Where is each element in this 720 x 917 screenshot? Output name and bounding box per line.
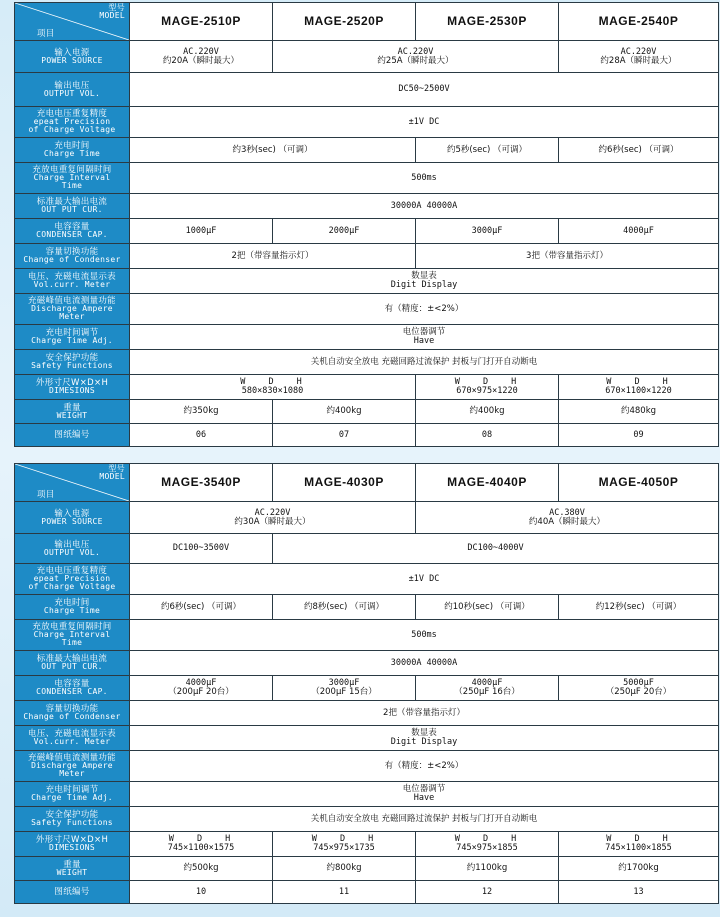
power-cell: AC.220V 约20A（瞬时最大） — [130, 41, 273, 73]
label-power-source: 输入电源 POWER SOURCE — [15, 502, 130, 534]
label-charge-adj: 充电时间调节 Charge Time Adj. — [15, 325, 130, 350]
change-condenser-cell: 2把（带容量指示灯） — [130, 701, 719, 726]
row-discharge-measure — [15, 294, 719, 325]
row-change-condenser — [15, 244, 719, 269]
output-vol-cell: DC50~2500V — [130, 73, 719, 107]
display-cell: 数显表 Digit Display — [130, 269, 719, 294]
row-weight — [15, 857, 719, 881]
label-repeat-precision: 充电电压重复精度 epeat Precision of Charge Voltage — [15, 107, 130, 138]
label-dimensions: 外形寸尺W×D×H DIMESIONS — [15, 375, 130, 400]
label-weight: 重量 WEIGHT — [15, 857, 130, 881]
label-charge-interval: 充放电重复间隔时间 Charge Interval Time — [15, 620, 130, 651]
model-name: MAGE-4050P — [559, 464, 719, 502]
dimensions-cell: W D H 745×975×1735 — [273, 832, 416, 857]
label-drawing: 图纸编号 — [15, 424, 130, 447]
repeat-precision-cell: ±1V DC — [130, 107, 719, 138]
label-charge-adj: 充电时间调节 Charge Time Adj. — [15, 782, 130, 807]
charge-time-cell: 约3秒(sec) （可调） — [130, 138, 416, 163]
label-max-output: 标准最大输出电流 OUT PUT CUR. — [15, 651, 130, 676]
row-drawing — [15, 424, 719, 447]
capacitance-cell: 2000μF — [273, 219, 416, 244]
row-discharge-measure — [15, 751, 719, 782]
discharge-measure-cell: 有（精度：±<2%） — [130, 294, 719, 325]
drawing-cell: 10 — [130, 881, 273, 904]
capacitance-cell: 4000μF （250μF 16台） — [416, 676, 559, 701]
row-repeat-precision — [15, 107, 719, 138]
model-name: MAGE-4040P — [416, 464, 559, 502]
charge-adj-cell: 电位器调节 Have — [130, 782, 719, 807]
label-safety: 安全保护功能 Safety Functions — [15, 350, 130, 375]
row-max-output — [15, 651, 719, 676]
row-repeat-precision — [15, 564, 719, 595]
model-name: MAGE-2530P — [416, 3, 559, 41]
row-power-source — [15, 41, 719, 73]
row-charge-time — [15, 138, 719, 163]
header-row — [15, 3, 719, 41]
row-max-output — [15, 194, 719, 219]
row-dimensions — [15, 832, 719, 857]
drawing-cell: 13 — [559, 881, 719, 904]
label-display: 电压、充磁电流显示表 Vol.curr. Meter — [15, 726, 130, 751]
corner-header: 型号 MODEL 项目 — [15, 464, 130, 502]
model-name: MAGE-2520P — [273, 3, 416, 41]
power-cell: AC.220V 约30A（瞬时最大） — [130, 502, 416, 534]
drawing-cell: 12 — [416, 881, 559, 904]
capacitance-cell: 4000μF （200μF 20台） — [130, 676, 273, 701]
capacitance-cell: 4000μF — [559, 219, 719, 244]
power-cell: AC.220V 约25A（瞬时最大） — [273, 41, 559, 73]
row-change-condenser — [15, 701, 719, 726]
charge-time-cell: 约6秒(sec) （可调） — [130, 595, 273, 620]
weight-cell: 约1100kg — [416, 857, 559, 881]
label-output-vol: 输出电压 OUTPUT VOL. — [15, 73, 130, 107]
label-charge-time: 充电时间 Charge Time — [15, 595, 130, 620]
label-capacitance: 电容容量 CONDENSER CAP. — [15, 676, 130, 701]
label-output-vol: 输出电压 OUTPUT VOL. — [15, 534, 130, 564]
label-charge-time: 充电时间 Charge Time — [15, 138, 130, 163]
weight-cell: 约350kg — [130, 400, 273, 424]
capacitance-cell: 1000μF — [130, 219, 273, 244]
capacitance-cell: 3000μF — [416, 219, 559, 244]
charge-time-cell: 约5秒(sec) （可调） — [416, 138, 559, 163]
output-vol-cell: DC100~3500V — [130, 534, 273, 564]
max-output-cell: 30000A 40000A — [130, 194, 719, 219]
repeat-precision-cell: ±1V DC — [130, 564, 719, 595]
weight-cell: 约400kg — [416, 400, 559, 424]
label-safety: 安全保护功能 Safety Functions — [15, 807, 130, 832]
label-drawing: 图纸编号 — [15, 881, 130, 904]
row-safety — [15, 350, 719, 375]
model-name: MAGE-2510P — [130, 3, 273, 41]
label-change-condenser: 容量切换功能 Change of Condenser — [15, 701, 130, 726]
dimensions-cell: W D H 745×975×1855 — [416, 832, 559, 857]
row-charge-adj — [15, 782, 719, 807]
power-cell: AC.220V 约28A（瞬时最大） — [559, 41, 719, 73]
label-repeat-precision: 充电电压重复精度 epeat Precision of Charge Voltage — [15, 564, 130, 595]
label-discharge-measure: 充磁峰值电流测量功能 Discharge Ampere Meter — [15, 294, 130, 325]
output-vol-cell: DC100~4000V — [273, 534, 719, 564]
change-condenser-cell: 2把（带容量指示灯） — [130, 244, 416, 269]
drawing-cell: 11 — [273, 881, 416, 904]
drawing-cell: 07 — [273, 424, 416, 447]
charge-interval-cell: 500ms — [130, 620, 719, 651]
weight-cell: 约500kg — [130, 857, 273, 881]
dimensions-cell: W D H 745×1100×1575 — [130, 832, 273, 857]
charge-adj-cell: 电位器调节 Have — [130, 325, 719, 350]
row-charge-adj — [15, 325, 719, 350]
charge-time-cell: 约10秒(sec) （可调） — [416, 595, 559, 620]
weight-cell: 约800kg — [273, 857, 416, 881]
drawing-cell: 08 — [416, 424, 559, 447]
charge-time-cell: 约12秒(sec) （可调） — [559, 595, 719, 620]
charge-interval-cell: 500ms — [130, 163, 719, 194]
dimensions-cell: W D H 745×1100×1855 — [559, 832, 719, 857]
row-drawing — [15, 881, 719, 904]
corner-header: 型号 MODEL 项目 — [15, 3, 130, 41]
weight-cell: 约480kg — [559, 400, 719, 424]
charge-time-cell: 约6秒(sec) （可调） — [559, 138, 719, 163]
max-output-cell: 30000A 40000A — [130, 651, 719, 676]
discharge-measure-cell: 有（精度：±<2%） — [130, 751, 719, 782]
power-cell: AC.380V 约40A（瞬时最大） — [416, 502, 719, 534]
weight-cell: 约400kg — [273, 400, 416, 424]
spec-table-1 — [14, 2, 719, 447]
label-max-output: 标准最大输出电流 OUT PUT CUR. — [15, 194, 130, 219]
weight-cell: 约1700kg — [559, 857, 719, 881]
row-power-source — [15, 502, 719, 534]
row-capacitance — [15, 219, 719, 244]
charge-time-cell: 约8秒(sec) （可调） — [273, 595, 416, 620]
row-charge-time — [15, 595, 719, 620]
label-display: 电压、充磁电流显示表 Vol.curr. Meter — [15, 269, 130, 294]
model-name: MAGE-3540P — [130, 464, 273, 502]
dimensions-cell: W D H 670×1100×1220 — [559, 375, 719, 400]
row-capacitance — [15, 676, 719, 701]
label-discharge-measure: 充磁峰值电流测量功能 Discharge Ampere Meter — [15, 751, 130, 782]
label-change-condenser: 容量切换功能 Change of Condenser — [15, 244, 130, 269]
safety-cell: 关机自动安全放电 充磁回路过流保护 封板与门打开自动断电 — [130, 350, 719, 375]
label-charge-interval: 充放电重复间隔时间 Charge Interval Time — [15, 163, 130, 194]
safety-cell: 关机自动安全放电 充磁回路过流保护 封板与门打开自动断电 — [130, 807, 719, 832]
model-name: MAGE-2540P — [559, 3, 719, 41]
dimensions-cell: W D H 580×830×1080 — [130, 375, 416, 400]
row-charge-interval — [15, 620, 719, 651]
capacitance-cell: 5000μF （250μF 20台） — [559, 676, 719, 701]
label-capacitance: 电容容量 CONDENSER CAP. — [15, 219, 130, 244]
capacitance-cell: 3000μF （200μF 15台） — [273, 676, 416, 701]
spec-table-2 — [14, 463, 719, 904]
row-display — [15, 726, 719, 751]
header-row — [15, 464, 719, 502]
row-output-vol — [15, 73, 719, 107]
label-power-source: 输入电源 POWER SOURCE — [15, 41, 130, 73]
display-cell: 数显表 Digit Display — [130, 726, 719, 751]
label-dimensions: 外形寸尺W×D×H DIMESIONS — [15, 832, 130, 857]
row-dimensions — [15, 375, 719, 400]
dimensions-cell: W D H 670×975×1220 — [416, 375, 559, 400]
model-name: MAGE-4030P — [273, 464, 416, 502]
label-weight: 重量 WEIGHT — [15, 400, 130, 424]
row-output-vol — [15, 534, 719, 564]
row-display — [15, 269, 719, 294]
row-weight — [15, 400, 719, 424]
drawing-cell: 06 — [130, 424, 273, 447]
change-condenser-cell: 3把（带容量指示灯） — [416, 244, 719, 269]
drawing-cell: 09 — [559, 424, 719, 447]
row-charge-interval — [15, 163, 719, 194]
row-safety — [15, 807, 719, 832]
